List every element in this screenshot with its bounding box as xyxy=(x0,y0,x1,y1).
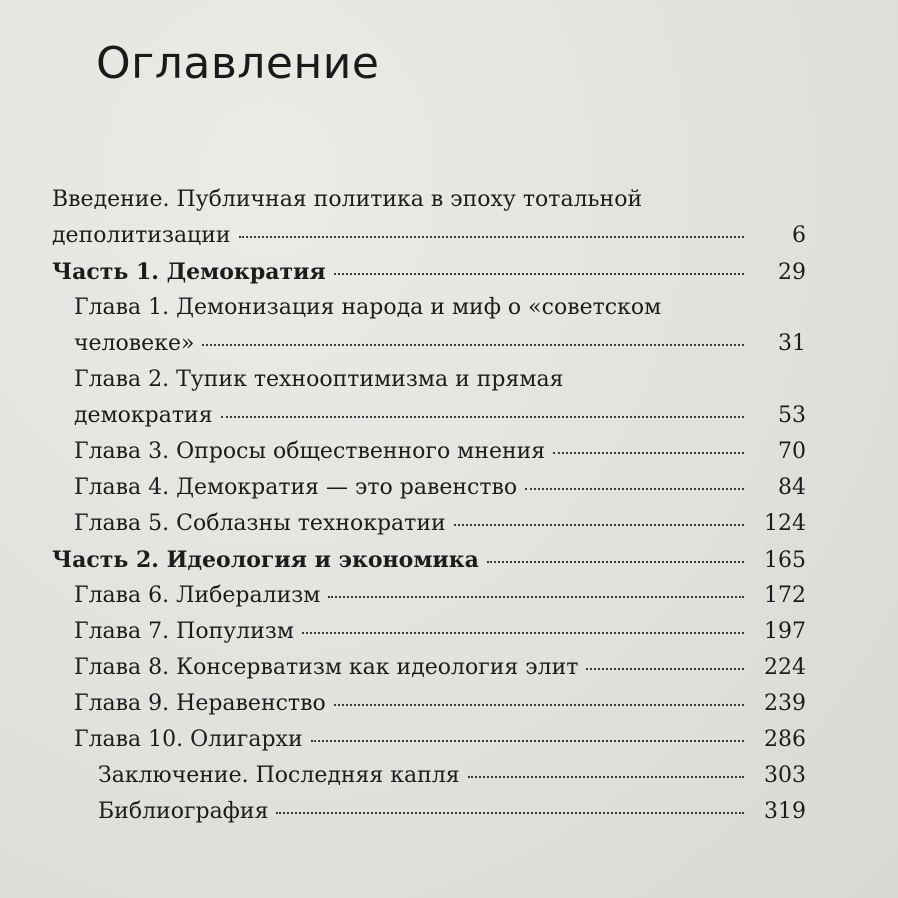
dot-leader xyxy=(334,704,744,706)
dot-leader xyxy=(586,668,744,670)
toc-entry-title: Заключение. Последняя капля xyxy=(98,763,460,788)
dot-leader xyxy=(328,596,744,598)
page-title: Оглавление xyxy=(96,38,380,89)
dot-leader xyxy=(221,416,744,418)
dot-leader xyxy=(525,488,744,490)
toc-entry-chapter-9[interactable] xyxy=(0,686,898,722)
toc-entry-title: Глава 7. Популизм xyxy=(74,619,294,644)
page-number: 197 xyxy=(764,619,806,644)
page-number: 172 xyxy=(764,583,806,608)
page-number: 6 xyxy=(792,223,806,248)
toc-entry-title-line: Глава 2. Тупик технооптимизма и прямая xyxy=(74,367,564,392)
dot-leader xyxy=(239,236,744,238)
toc-entry-title: деполитизации xyxy=(52,223,231,248)
toc-entry-chapter-10[interactable] xyxy=(0,722,898,758)
toc-entry-conclusion[interactable] xyxy=(0,758,898,794)
toc-entry-title-line: Глава 1. Демонизация народа и миф о «советском xyxy=(74,295,662,320)
toc-entry-title: Глава 4. Демократия — это равенство xyxy=(74,475,518,500)
page-number: 70 xyxy=(778,439,806,464)
page-number: 165 xyxy=(764,548,806,573)
page-number: 239 xyxy=(764,691,806,716)
toc-entry-title: демократия xyxy=(74,403,213,428)
toc-entry-title: Глава 5. Соблазны технократии xyxy=(74,511,446,536)
toc-entry-part-2[interactable] xyxy=(0,542,898,578)
toc-entry-chapter-5[interactable] xyxy=(0,506,898,542)
toc-entry-title: Глава 3. Опросы общественного мнения xyxy=(74,439,546,464)
toc-entry-chapter-4[interactable] xyxy=(0,470,898,506)
dot-leader xyxy=(276,812,744,814)
dot-leader xyxy=(468,776,744,778)
dot-leader xyxy=(311,740,744,742)
toc-entry-chapter-8[interactable] xyxy=(0,650,898,686)
toc-entry-title: Глава 6. Либерализм xyxy=(74,583,321,608)
toc-entry-title: Часть 2. Идеология и экономика xyxy=(52,547,479,573)
toc-entry-bibliography[interactable] xyxy=(0,794,898,830)
table-of-contents xyxy=(0,182,898,830)
page-number: 319 xyxy=(764,799,806,824)
toc-entry-chapter-1[interactable] xyxy=(0,290,898,362)
page-number: 224 xyxy=(764,655,806,680)
page-number: 124 xyxy=(764,511,806,536)
dot-leader xyxy=(487,561,744,563)
dot-leader xyxy=(454,524,744,526)
page-number: 84 xyxy=(778,475,806,500)
dot-leader xyxy=(202,344,744,346)
dot-leader xyxy=(334,273,744,275)
toc-entry-chapter-6[interactable] xyxy=(0,578,898,614)
page-number: 303 xyxy=(764,763,806,788)
toc-entry-title: Часть 1. Демократия xyxy=(52,259,326,285)
page-number: 31 xyxy=(778,331,806,356)
toc-entry-chapter-3[interactable] xyxy=(0,434,898,470)
page-number: 53 xyxy=(778,403,806,428)
page-number: 29 xyxy=(778,260,806,285)
toc-entry-chapter-7[interactable] xyxy=(0,614,898,650)
toc-entry-introduction[interactable] xyxy=(0,182,898,254)
page-number: 286 xyxy=(764,727,806,752)
toc-entry-title: Глава 8. Консерватизм как идеология элит xyxy=(74,655,579,680)
toc-entry-title: Библиография xyxy=(98,799,269,824)
toc-entry-title: Глава 9. Неравенство xyxy=(74,691,326,716)
toc-entry-title-line: Введение. Публичная политика в эпоху тотальной xyxy=(52,187,643,212)
toc-entry-title: человеке» xyxy=(74,331,195,356)
dot-leader xyxy=(302,632,744,634)
toc-entry-part-1[interactable] xyxy=(0,254,898,290)
dot-leader xyxy=(553,452,744,454)
toc-entry-chapter-2[interactable] xyxy=(0,362,898,434)
toc-entry-title: Глава 10. Олигархи xyxy=(74,727,303,752)
